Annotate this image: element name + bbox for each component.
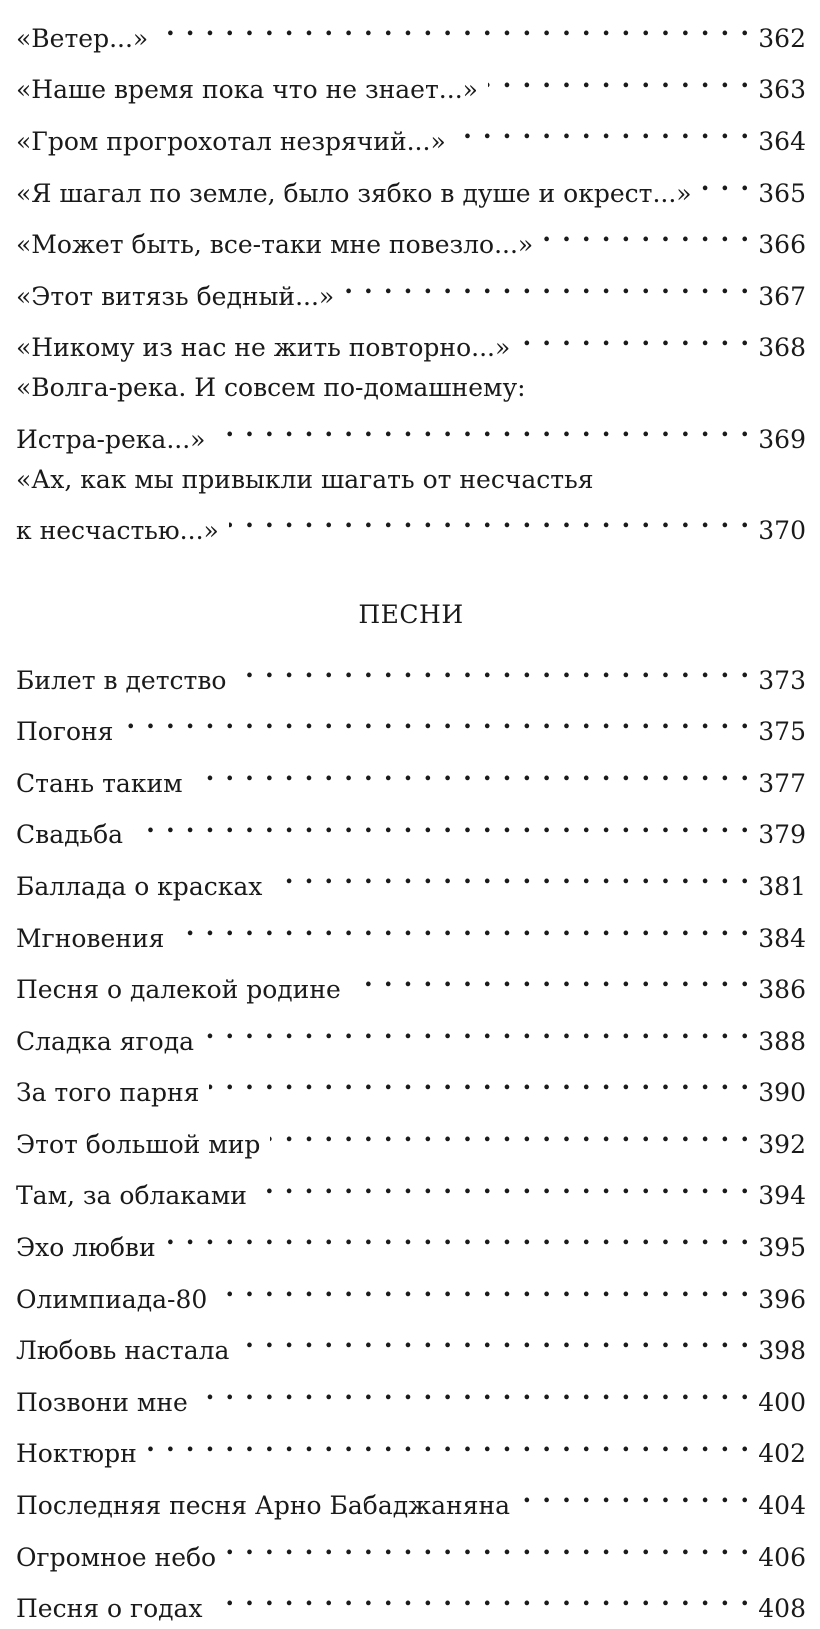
toc-entry-page-number: 363 xyxy=(758,75,806,105)
toc-entry xyxy=(16,1423,806,1475)
toc-entry-page-number: 395 xyxy=(758,1233,806,1263)
toc-entry xyxy=(16,958,806,1010)
toc-entry-title: «Может быть, все-таки мне повезло...» xyxy=(16,230,534,260)
toc-entry-title: Билет в детство xyxy=(16,665,227,695)
toc-entry-line xyxy=(16,1577,806,1629)
toc-entry-page-number: 373 xyxy=(758,665,806,695)
toc-entry xyxy=(16,368,806,459)
toc-entry xyxy=(16,1319,806,1371)
dot-leader xyxy=(702,162,751,202)
dot-leader xyxy=(174,907,750,947)
toc-entry xyxy=(16,1526,806,1578)
toc-entry-title: Позвони мне xyxy=(16,1387,188,1417)
toc-entry-title: «Наше время пока что не знает...» xyxy=(16,75,478,105)
toc-entry xyxy=(16,1371,806,1423)
toc-entry-line xyxy=(16,110,806,162)
dot-leader xyxy=(456,110,751,150)
toc-entry xyxy=(16,855,806,907)
toc-entry xyxy=(16,265,806,317)
dot-leader xyxy=(133,804,750,844)
dot-leader xyxy=(198,1371,750,1411)
toc-entry-line xyxy=(16,1113,806,1165)
toc-entry-title: Свадьба xyxy=(16,820,124,850)
dot-leader xyxy=(520,317,750,357)
toc-entry-title: Мгновения xyxy=(16,923,165,953)
toc-entry-title: «Волга-река. И совсем по-домашнему: xyxy=(16,373,526,403)
toc-entry-title: Любовь настала xyxy=(16,1336,230,1366)
dot-leader xyxy=(488,59,750,99)
toc-entry xyxy=(16,1268,806,1320)
toc-entry-title: Баллада о красках xyxy=(16,871,263,901)
toc-entry xyxy=(16,162,806,214)
toc-entry-title: Погоня xyxy=(16,717,114,747)
toc-entry xyxy=(16,1577,806,1629)
toc-entry-page-number: 377 xyxy=(758,768,806,798)
dot-leader xyxy=(272,855,750,895)
toc-entry-page-number: 398 xyxy=(758,1336,806,1366)
dot-leader xyxy=(204,1010,750,1050)
toc-entry-page-number: 367 xyxy=(758,281,806,311)
dot-leader xyxy=(226,1526,750,1566)
toc-entry-title: «Ветер...» xyxy=(16,23,149,53)
dot-leader xyxy=(543,213,750,253)
toc-entry-line xyxy=(16,1474,806,1526)
toc-entry-title: «Я шагал по земле, было зябко в душе и окрест...» xyxy=(16,178,692,208)
toc-entry-title: Стань таким xyxy=(16,768,183,798)
section-heading-songs: ПЕСНИ xyxy=(358,599,464,629)
dot-leader xyxy=(193,752,751,792)
toc-entry-line xyxy=(16,408,806,460)
toc-entry-title: «Гром прогрохотал незрячий...» xyxy=(16,126,446,156)
toc-entry-line xyxy=(16,317,806,369)
dot-leader xyxy=(213,1577,751,1617)
toc-entry-title: Песня о годах xyxy=(16,1594,203,1624)
toc-entry-title: За того парня xyxy=(16,1078,200,1108)
toc-entry-page-number: 400 xyxy=(758,1387,806,1417)
toc-entry-page-number: 375 xyxy=(758,717,806,747)
toc-entry-page-number: 388 xyxy=(758,1026,806,1056)
dot-leader xyxy=(237,649,751,689)
toc-entry xyxy=(16,1165,806,1217)
toc-entry-page-number: 369 xyxy=(758,424,806,454)
toc-entry-line xyxy=(16,1423,806,1475)
toc-entry-page-number: 404 xyxy=(758,1491,806,1521)
toc-entry xyxy=(16,700,806,752)
toc-entry xyxy=(16,460,806,551)
toc-entry-line xyxy=(16,1371,806,1423)
toc-entry xyxy=(16,752,806,804)
dot-leader xyxy=(270,1113,750,1153)
toc-entry-line xyxy=(16,7,806,59)
toc-entry xyxy=(16,1216,806,1268)
toc-entry-title: «Никому из нас не жить повторно...» xyxy=(16,333,511,363)
toc-entry-page-number: 366 xyxy=(758,230,806,260)
toc-entry-page-number: 394 xyxy=(758,1181,806,1211)
toc-entry-title: «Ах, как мы привыкли шагать от несчастья xyxy=(16,464,594,494)
toc-entry-title: Песня о далекой родине xyxy=(16,975,341,1005)
toc-entry-page-number: 381 xyxy=(758,871,806,901)
toc-entry xyxy=(16,1010,806,1062)
toc-entry-title: Олимпиада-80 xyxy=(16,1284,208,1314)
toc-entry-line xyxy=(16,213,806,265)
toc-entry-line xyxy=(16,1526,806,1578)
toc-entry xyxy=(16,1113,806,1165)
dot-leader xyxy=(239,1319,750,1359)
toc-entry xyxy=(16,59,806,111)
toc-entry-page-number: 365 xyxy=(758,178,806,208)
toc-entry-line xyxy=(16,368,806,408)
toc-entry-line xyxy=(16,855,806,907)
toc-entry-title: Эхо любви xyxy=(16,1233,156,1263)
toc-entry xyxy=(16,1474,806,1526)
toc-entry-line xyxy=(16,1061,806,1113)
dot-leader xyxy=(351,958,750,998)
toc-entry xyxy=(16,649,806,701)
toc-entry xyxy=(16,110,806,162)
songs-list xyxy=(16,649,806,1629)
dot-leader xyxy=(217,1268,750,1308)
toc-entry-title: Там, за облаками xyxy=(16,1181,247,1211)
dot-leader xyxy=(215,408,750,448)
toc-entry-page-number: 386 xyxy=(758,975,806,1005)
toc-entry-line xyxy=(16,907,806,959)
dot-leader xyxy=(344,265,750,305)
toc-entry-title: Этот большой мир xyxy=(16,1129,261,1159)
toc-entry-page-number: 362 xyxy=(758,23,806,53)
toc-entry-page-number: 364 xyxy=(758,126,806,156)
toc-entry-title: Ноктюрн xyxy=(16,1439,137,1469)
dot-leader xyxy=(166,1216,751,1256)
toc-entry xyxy=(16,7,806,59)
toc-entry-page-number: 408 xyxy=(758,1594,806,1624)
toc-entry-line xyxy=(16,649,806,701)
toc-entry xyxy=(16,213,806,265)
toc-entry-page-number: 406 xyxy=(758,1542,806,1572)
toc-entry-page-number: 370 xyxy=(758,516,806,546)
toc-entry-line xyxy=(16,1319,806,1371)
dot-leader xyxy=(229,499,750,539)
toc-entry-page-number: 390 xyxy=(758,1078,806,1108)
toc-entry xyxy=(16,804,806,856)
dot-leader xyxy=(123,700,750,740)
dot-leader xyxy=(520,1474,750,1514)
toc-entry-title: Истра-река...» xyxy=(16,424,206,454)
toc-entry-title: Последняя песня Арно Бабаджаняна xyxy=(16,1491,511,1521)
toc-entry-line xyxy=(16,162,806,214)
toc-entry-line xyxy=(16,700,806,752)
dot-leader xyxy=(257,1165,750,1205)
toc-entry-line xyxy=(16,1165,806,1217)
toc-entry-line xyxy=(16,958,806,1010)
toc-entry-title: Сладка ягода xyxy=(16,1026,195,1056)
toc-entry-line xyxy=(16,1010,806,1062)
toc-entry-line xyxy=(16,460,806,500)
toc-entry-page-number: 392 xyxy=(758,1129,806,1159)
toc-entry xyxy=(16,317,806,369)
dot-leader xyxy=(147,1423,751,1463)
table-of-contents xyxy=(16,7,806,1629)
toc-entry xyxy=(16,907,806,959)
toc-entry-line xyxy=(16,499,806,551)
toc-entry-page-number: 396 xyxy=(758,1284,806,1314)
toc-entry-page-number: 384 xyxy=(758,923,806,953)
toc-entry-line xyxy=(16,804,806,856)
toc-entry-title: к несчастью...» xyxy=(16,516,219,546)
toc-entry-line xyxy=(16,265,806,317)
toc-entry-page-number: 368 xyxy=(758,333,806,363)
dot-leader xyxy=(209,1061,750,1101)
toc-entry-line xyxy=(16,1268,806,1320)
toc-entry-line xyxy=(16,752,806,804)
toc-entry-page-number: 379 xyxy=(758,820,806,850)
toc-entry-line xyxy=(16,1216,806,1268)
toc-entry-page-number: 402 xyxy=(758,1439,806,1469)
dot-leader xyxy=(158,7,750,47)
poems-list xyxy=(16,7,806,551)
toc-entry-title: «Этот витязь бедный...» xyxy=(16,281,335,311)
toc-entry-title: Огромное небо xyxy=(16,1542,217,1572)
toc-entry-line xyxy=(16,59,806,111)
toc-entry xyxy=(16,1061,806,1113)
